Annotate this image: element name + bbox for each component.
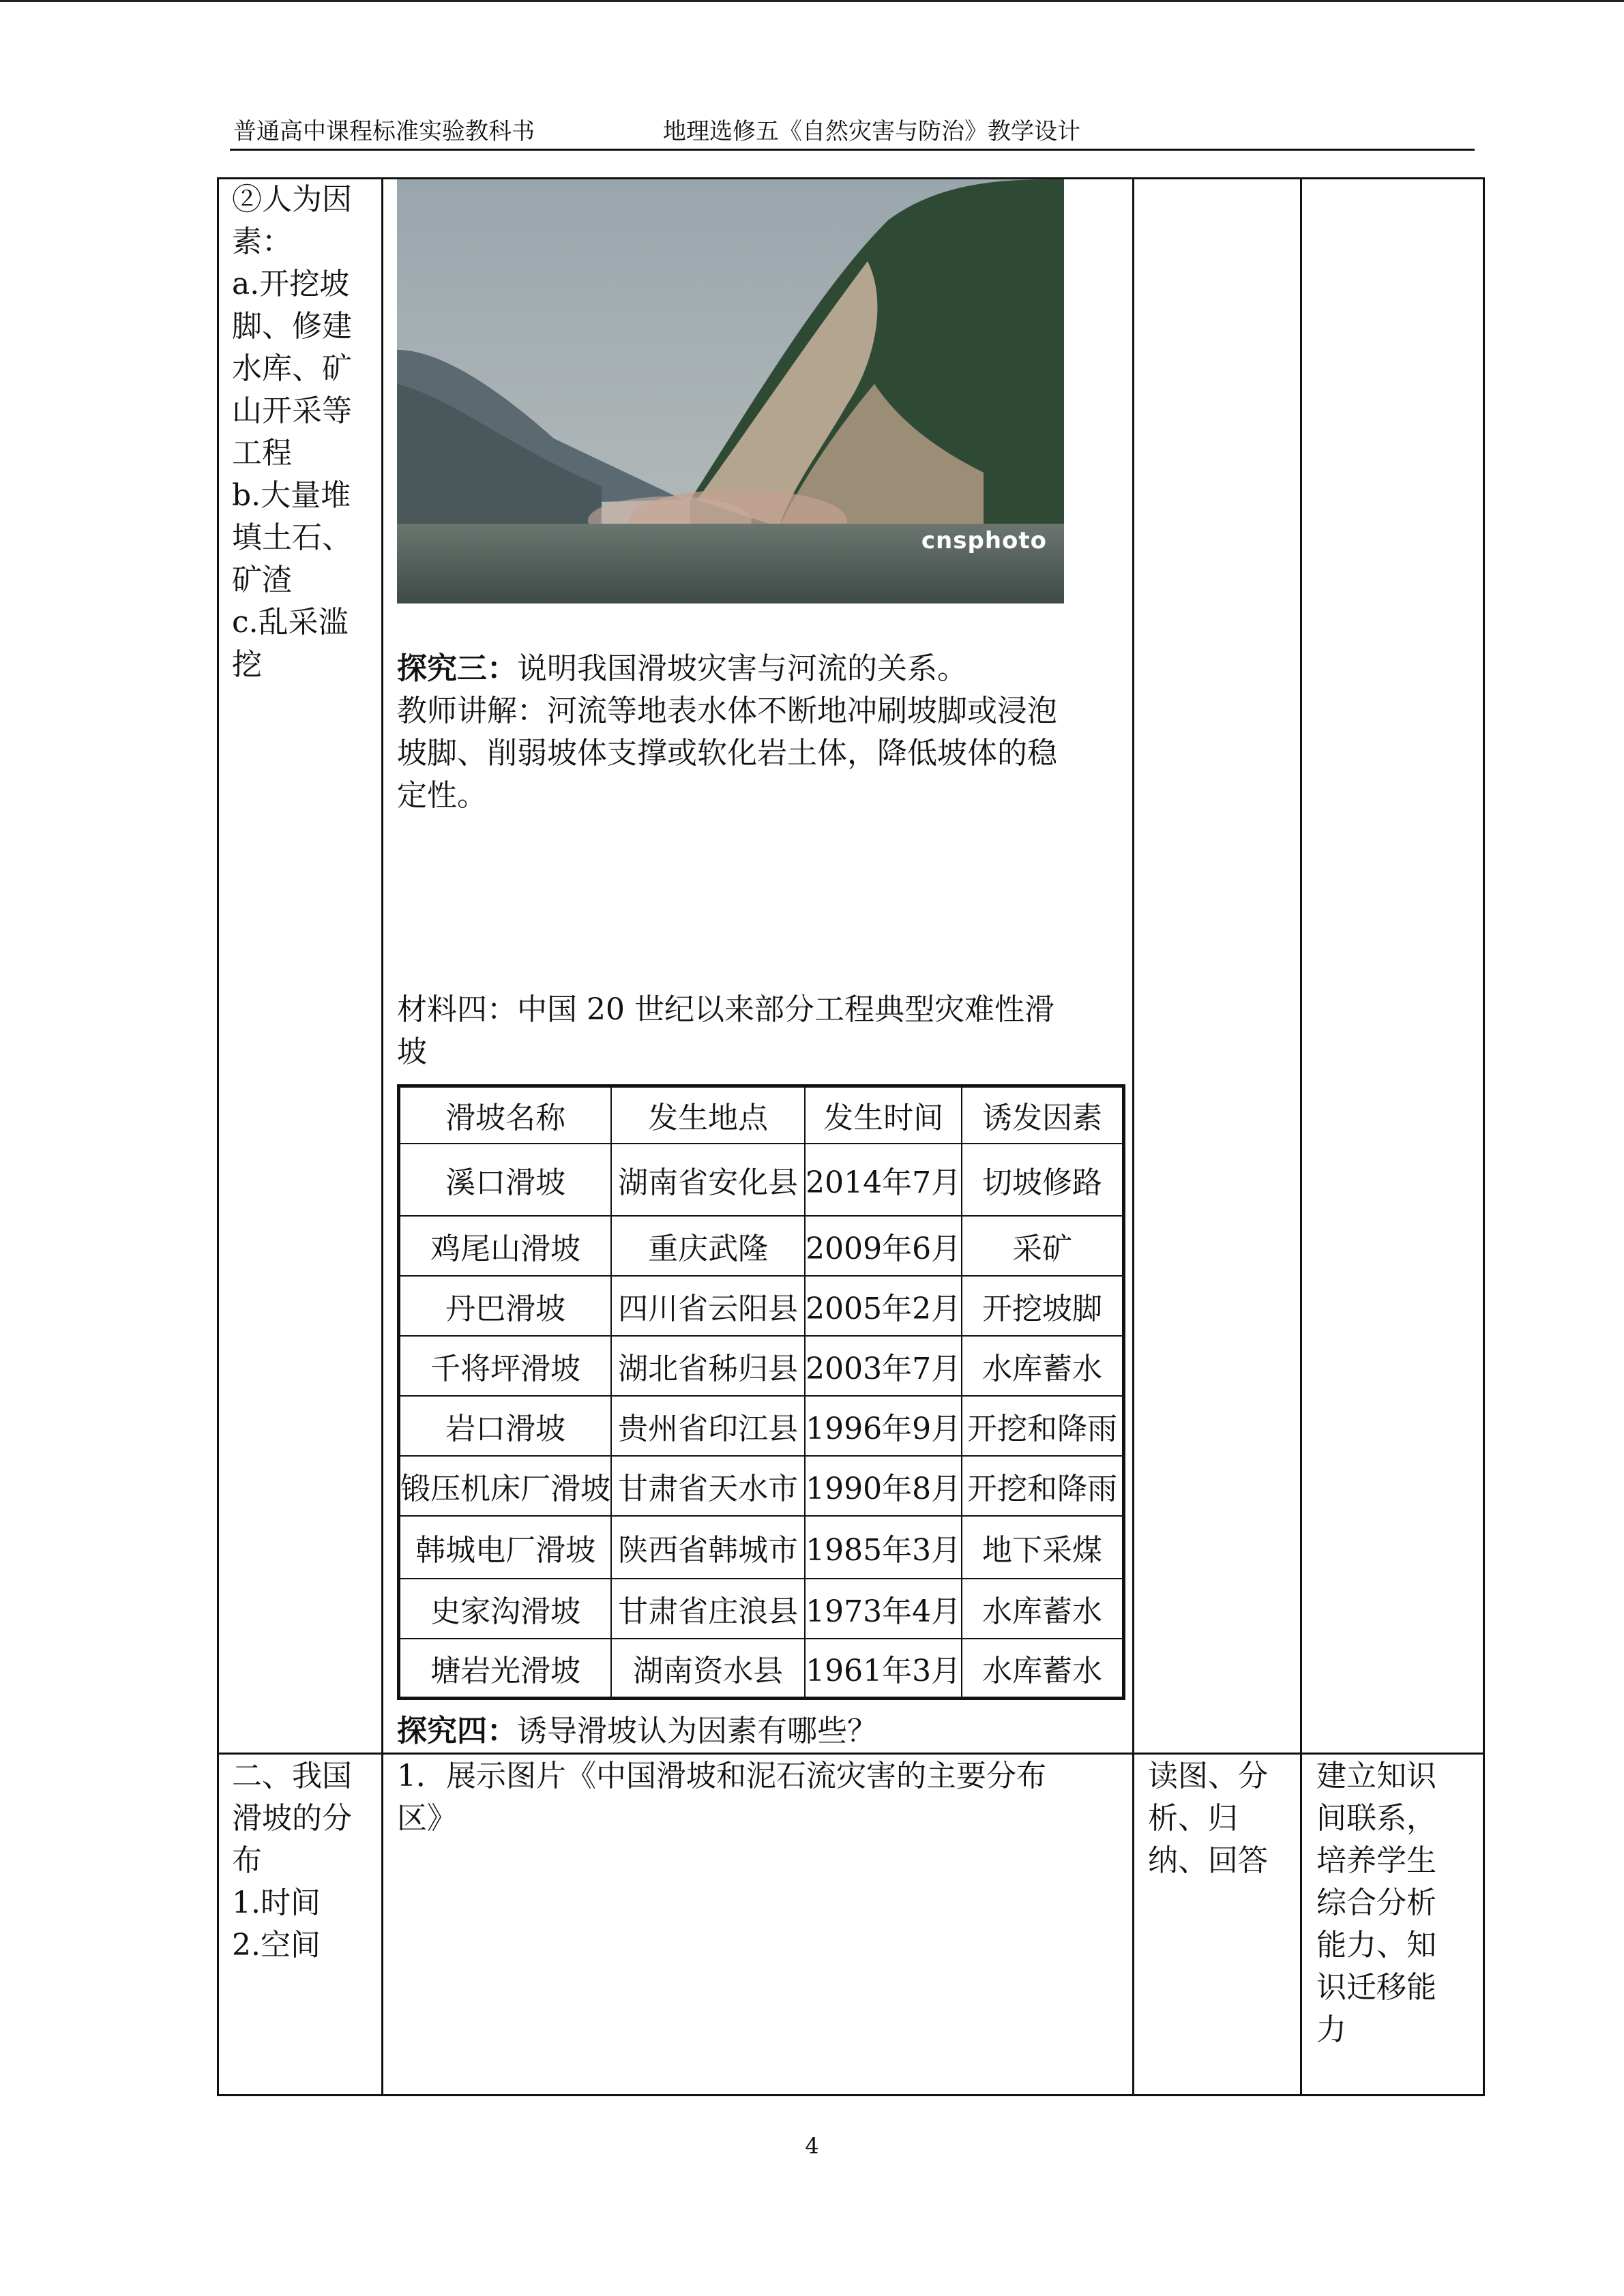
table-cell: 水库蓄水	[962, 1579, 1123, 1639]
table-cell: 丹巴滑坡	[399, 1276, 612, 1336]
table-row	[399, 1216, 1124, 1276]
table-cell: 2005年2月	[805, 1276, 962, 1336]
activity-line: 区》	[397, 1801, 457, 1836]
col-divider-1	[381, 177, 383, 2096]
table-cell: 切坡修路	[962, 1144, 1123, 1216]
table-cell: 甘肃省庄浪县	[611, 1579, 805, 1639]
table-header-row	[399, 1086, 1124, 1144]
left-line: 脚、修建	[232, 309, 352, 344]
goal-line: 培养学生	[1316, 1843, 1436, 1878]
inquiry-four-text: 诱导滑坡认为因素有哪些？	[517, 1714, 877, 1748]
photo-credit: cnsphoto	[921, 527, 1047, 554]
table-cell: 甘肃省天水市	[611, 1456, 805, 1516]
student-activity	[1148, 1755, 1268, 1882]
inquiry-three	[397, 648, 1117, 817]
table-cell: 贵州省印江县	[611, 1396, 805, 1456]
left-line: 填土石、	[232, 520, 352, 555]
table-cell: 1996年9月	[805, 1396, 962, 1456]
table-cell: 湖南省安化县	[611, 1144, 805, 1216]
table-cell: 湖北省秭归县	[611, 1336, 805, 1396]
table-cell: 1973年4月	[805, 1579, 962, 1639]
top-border	[0, 0, 1624, 2]
table-cell: 1990年8月	[805, 1456, 962, 1516]
material-four-line: 材料四：中国 20 世纪以来部分工程典型灾难性滑	[397, 992, 1054, 1027]
table-cell: 地下采煤	[962, 1516, 1123, 1579]
table-row	[399, 1336, 1124, 1396]
left-line: c.乱采滥	[232, 605, 349, 640]
activity-line: 1．展示图片《中国滑坡和泥石流灾害的主要分布	[397, 1759, 1046, 1793]
left-line: 滑坡的分	[232, 1801, 352, 1836]
table-cell: 湖南资水县	[611, 1639, 805, 1699]
table-cell: 重庆武隆	[611, 1216, 805, 1276]
left-line: b.大量堆	[232, 478, 351, 513]
row-divider	[217, 1753, 1485, 1755]
goal-line: 识迁移能	[1316, 1970, 1436, 2005]
table-cell: 韩城电厂滑坡	[399, 1516, 612, 1579]
distribution-activity	[397, 1755, 1117, 1840]
left-line: 工程	[232, 436, 292, 471]
table-cell: 塘岩光滑坡	[399, 1639, 612, 1699]
teacher-explanation-line: 定性。	[397, 778, 487, 813]
student-line: 纳、回答	[1148, 1843, 1268, 1878]
design-intent	[1316, 1755, 1436, 2051]
table-cell: 采矿	[962, 1216, 1123, 1276]
header-textbook-title: 普通高中课程标准实验教科书	[233, 118, 535, 145]
left-line: ②人为因	[232, 182, 352, 217]
col-divider-2	[1132, 177, 1134, 2096]
table-cell: 锻压机床厂滑坡	[399, 1456, 612, 1516]
table-cell: 岩口滑坡	[399, 1396, 612, 1456]
material-four-caption	[397, 989, 1117, 1073]
goal-line: 综合分析	[1316, 1885, 1436, 1920]
distribution-topic	[232, 1755, 352, 1967]
material-four-line: 坡	[397, 1034, 427, 1069]
student-line: 读图、分	[1148, 1759, 1268, 1793]
table-cell: 2014年7月	[805, 1144, 962, 1216]
inquiry-four	[397, 1710, 1117, 1753]
student-line: 析、归	[1148, 1801, 1238, 1836]
col-divider-3	[1300, 177, 1302, 2096]
table-cell: 陕西省韩城市	[611, 1516, 805, 1579]
left-line: a.开挖坡	[232, 267, 350, 301]
page-header	[230, 115, 1475, 151]
table-cell: 鸡尾山滑坡	[399, 1216, 612, 1276]
goal-line: 能力、知	[1316, 1928, 1436, 1963]
table-cell: 2003年7月	[805, 1336, 962, 1396]
table-cell: 水库蓄水	[962, 1336, 1123, 1396]
table-header-cell: 发生时间	[805, 1086, 962, 1144]
teacher-explanation-line: 教师讲解：河流等地表水体不断地冲刷坡脚或浸泡	[397, 694, 1057, 728]
table-header-cell: 诱发因素	[962, 1086, 1123, 1144]
table-cell: 溪口滑坡	[399, 1144, 612, 1216]
table-header-cell: 发生地点	[611, 1086, 805, 1144]
left-line: 挖	[232, 647, 262, 682]
table-row	[399, 1516, 1124, 1579]
table-cell: 水库蓄水	[962, 1639, 1123, 1699]
human-factors-list	[232, 179, 352, 686]
left-line: 布	[232, 1843, 262, 1878]
landslide-table	[397, 1084, 1125, 1700]
left-line: 二、我国	[232, 1759, 352, 1793]
left-line: 水库、矿	[232, 351, 352, 386]
inquiry-three-label: 探究三：	[397, 651, 517, 686]
goal-line: 间联系，	[1316, 1801, 1436, 1836]
landslide-photo	[397, 179, 1064, 603]
header-course-title: 地理选修五《自然灾害与防治》教学设计	[663, 118, 1080, 145]
table-cell: 1961年3月	[805, 1639, 962, 1699]
table-cell: 千将坪滑坡	[399, 1336, 612, 1396]
table-header-cell: 滑坡名称	[399, 1086, 612, 1144]
table-cell: 1985年3月	[805, 1516, 962, 1579]
left-line: 矿渣	[232, 563, 292, 597]
inquiry-four-label: 探究四：	[397, 1714, 517, 1748]
table-cell: 开挖坡脚	[962, 1276, 1123, 1336]
table-cell: 开挖和降雨	[962, 1396, 1123, 1456]
table-row	[399, 1639, 1124, 1699]
table-row	[399, 1144, 1124, 1216]
left-line: 2.空间	[232, 1928, 321, 1963]
left-line: 1.时间	[232, 1885, 321, 1920]
table-cell: 四川省云阳县	[611, 1276, 805, 1336]
left-line: 山开采等	[232, 393, 352, 428]
goal-line: 力	[1316, 2012, 1346, 2047]
table-row	[399, 1456, 1124, 1516]
table-cell: 2009年6月	[805, 1216, 962, 1276]
goal-line: 建立知识	[1316, 1759, 1436, 1793]
left-line: 素：	[232, 224, 292, 259]
table-row	[399, 1579, 1124, 1639]
teacher-explanation-line: 坡脚、削弱坡体支撑或软化岩土体，降低坡体的稳	[397, 736, 1057, 771]
inquiry-three-text: 说明我国滑坡灾害与河流的关系。	[517, 651, 967, 686]
table-row	[399, 1276, 1124, 1336]
table-cell: 史家沟滑坡	[399, 1579, 612, 1639]
table-row	[399, 1396, 1124, 1456]
page-number: 4	[805, 2133, 819, 2159]
table-cell: 开挖和降雨	[962, 1456, 1123, 1516]
